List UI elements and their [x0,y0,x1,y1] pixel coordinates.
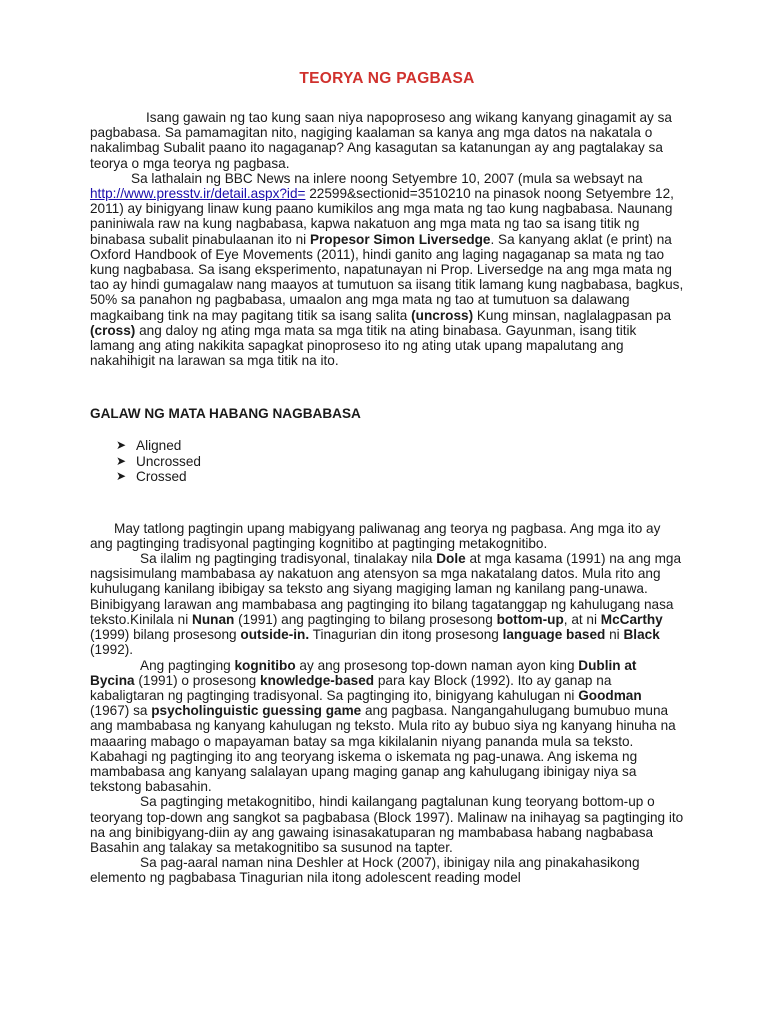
eye-movement-list [90,438,684,484]
text-run: ni [605,627,624,643]
text-run: ay ang prosesong top-down naman ayon king [295,657,579,673]
text-run: Ang pagtinging [140,657,235,673]
text-run: (1991) ang pagtinging to bilang prosesong [234,611,497,627]
bold-term: bottom-up [496,611,564,627]
presstv-link[interactable]: http://www.presstv.ir/detail.aspx?id= [90,186,306,202]
paragraph-cognitive [90,658,684,795]
bold-term: psycholinguistic guessing game [151,703,362,719]
text-run: ang pagbasa. Nangangahulugang bumubuo muna ang mambabasa ng kanyang kahulugan ng teksto. Mula rito ay bubuo siya ng kanyang hinuha na maaaring mabago o mapayaman batay sa mga kikilalanin niyang pananda mula sa teksto. Kabahagi ng pagtinging ito ang teoryang iskema o iskemata ng pag-unawa. Ang iskema ng mambabasa ang kanyang salalayan upang maging ganap ang kahulugang ibinigay niya sa tekstong babasahin. [90,703,676,795]
text-run: (1992). [90,642,134,658]
text-run: (1999) bilang prosesong [90,627,241,643]
arrow-bullet-icon: ➤ [116,453,127,468]
bold-term: language based [502,627,606,643]
text-run: Kung minsan, naglalagpasan pa [473,307,672,323]
bold-name-liversedge: Propesor Simon Liversedge [309,231,491,247]
arrow-bullet-icon: ➤ [116,469,127,484]
text-run: at mga kasama (1991) na ang mga nagsisimulang mambabasa ay nakatuon ang atensyon sa mga nakatalang datos. Mula rito ang kuhulugang kanilang ibibigay sa teksto ang siyang magiging laman ng kanilang pang-unawa. Binibigyang larawan ang mambabasa ang pagtinging ito bilang tagatanggap ng kahulugang nasa teksto.Kinilala ni [90,551,682,627]
text-run: (1991) o prosesong [134,672,261,688]
text-run: (1967) sa [90,703,152,719]
bold-term: Dublin at Bycina [90,657,637,688]
paragraph-bbc-news [90,171,684,369]
text-run: ang daloy ng ating mga mata sa mga titik na ating binabasa. Gayunman, isang titik lamang ang ating nakikita sapagkat pinoproseso ito ng ating utak upang mapalutang ang nakahihigit na larawan sa mga titik na ito. [90,322,637,369]
list-item [116,469,684,484]
paragraph-three-views: May tatlong pagtingin upang mabigyang paliwanag ang teorya ng pagbasa. Ang mga ito ay ang pagtinging tradisyonal pagtinging kognitibo at pagtinging metakognitibo. [90,520,661,551]
text-run: Tinagurian din itong prosesong [309,627,503,643]
text-run: . Sa kanyang aklat (e print) na Oxford Handbook of Eye Movements (2011), hindi ganito ang laging nagaganap sa mata ng tao kung nagbabasa. Sa isang eksperimento, napatunayan ni Prop. Liversedge na ang mga mata ng tao ay hindi gumagalaw nang maayos at tumutuon sa iisang titik lamang kung nagbabasa, bagkus, 50% sa panahon ng pagbabasa, umaalon ang mga mata ng tao at tumutuon sa dalawang magkaibang tink na may pagitang titik sa isang salita [90,231,684,323]
list-item [116,454,684,469]
text-run: Sa ilalim ng pagtinging tradisyonal, tinalakay nila [140,551,437,567]
paragraph-deshler-hock: Sa pag-aaral naman nina Deshler at Hock (2007), ibinigay nila ang pinakahasikong elemento ng pagbabasa Tinagurian nila itong adolescent reading model [90,855,640,886]
bold-uncross: (uncross) [411,307,474,323]
bold-cross: (cross) [90,322,136,338]
paragraph-traditional [90,551,684,657]
list-item [116,438,684,453]
bold-term: McCarthy [600,611,663,627]
list-item-label: Aligned [136,438,182,454]
bold-term: Goodman [578,687,642,703]
text-run: para kay Block (1992). Ito ay ganap na kabaligtaran ng pagtinging tradisyonal. Sa pagtinging ito, binigyang kahulugan ni [90,672,612,703]
text-run: 22599&sectionid=3510210 na pinasok noong Setyembre 12, 2011) ay binigyang linaw kung paano kumikilos ang mga mata ng tao kung nagbabasa. Naunang paniniwala raw na kung nagbabasa, kapwa nakatuon ang mga mata ng tao sa isang titik ng binabasa subalit pinabulaanan ito ni [90,186,674,247]
bold-term: Black [623,627,660,643]
text-run: Sa lathalain ng BBC News na inlere noong Setyembre 10, 2007 (mula sa websayt na [131,170,643,186]
bold-term: outside-in. [240,627,310,643]
bold-term: Dole [436,551,466,567]
list-item-label: Uncrossed [136,453,201,469]
bold-term: kognitibo [234,657,296,673]
section-heading: GALAW NG MATA HABANG NAGBABASA [90,406,361,422]
list-item-label: Crossed [136,469,187,485]
arrow-bullet-icon: ➤ [116,438,127,453]
text-run: , at ni [563,611,601,627]
paragraph-metacognitive: Sa pagtinging metakognitibo, hindi kailangang pagtalunan kung teoryang bottom-up o teoryang top-down ang sangkot sa pagbabasa (Block 1997). Malinaw na inihayag sa pagtinging ito na ang binibigyang-diin ay ang gawaing isinasakatuparan ng mambabasa habang nagbabasa Basahin ang talakay sa metakognitibo sa susunod na tapter. [90,794,684,855]
paragraph-intro: Isang gawain ng tao kung saan niya napoproseso ang wikang kanyang ginagamit ay sa pagbabasa. Sa pamamagitan nito, nagiging kaalaman sa kanya ang mga datos na nakatala o nakalimbag Subalit paano ito nagaganap? Ang kasagutan sa katanungan ay ang pagtalakay sa teorya o mga teorya ng pagbasa. [90,110,672,171]
bold-term: knowledge-based [260,672,375,688]
document-title: TEORYA NG PAGBASA [299,70,475,87]
bold-term: Nunan [192,611,235,627]
